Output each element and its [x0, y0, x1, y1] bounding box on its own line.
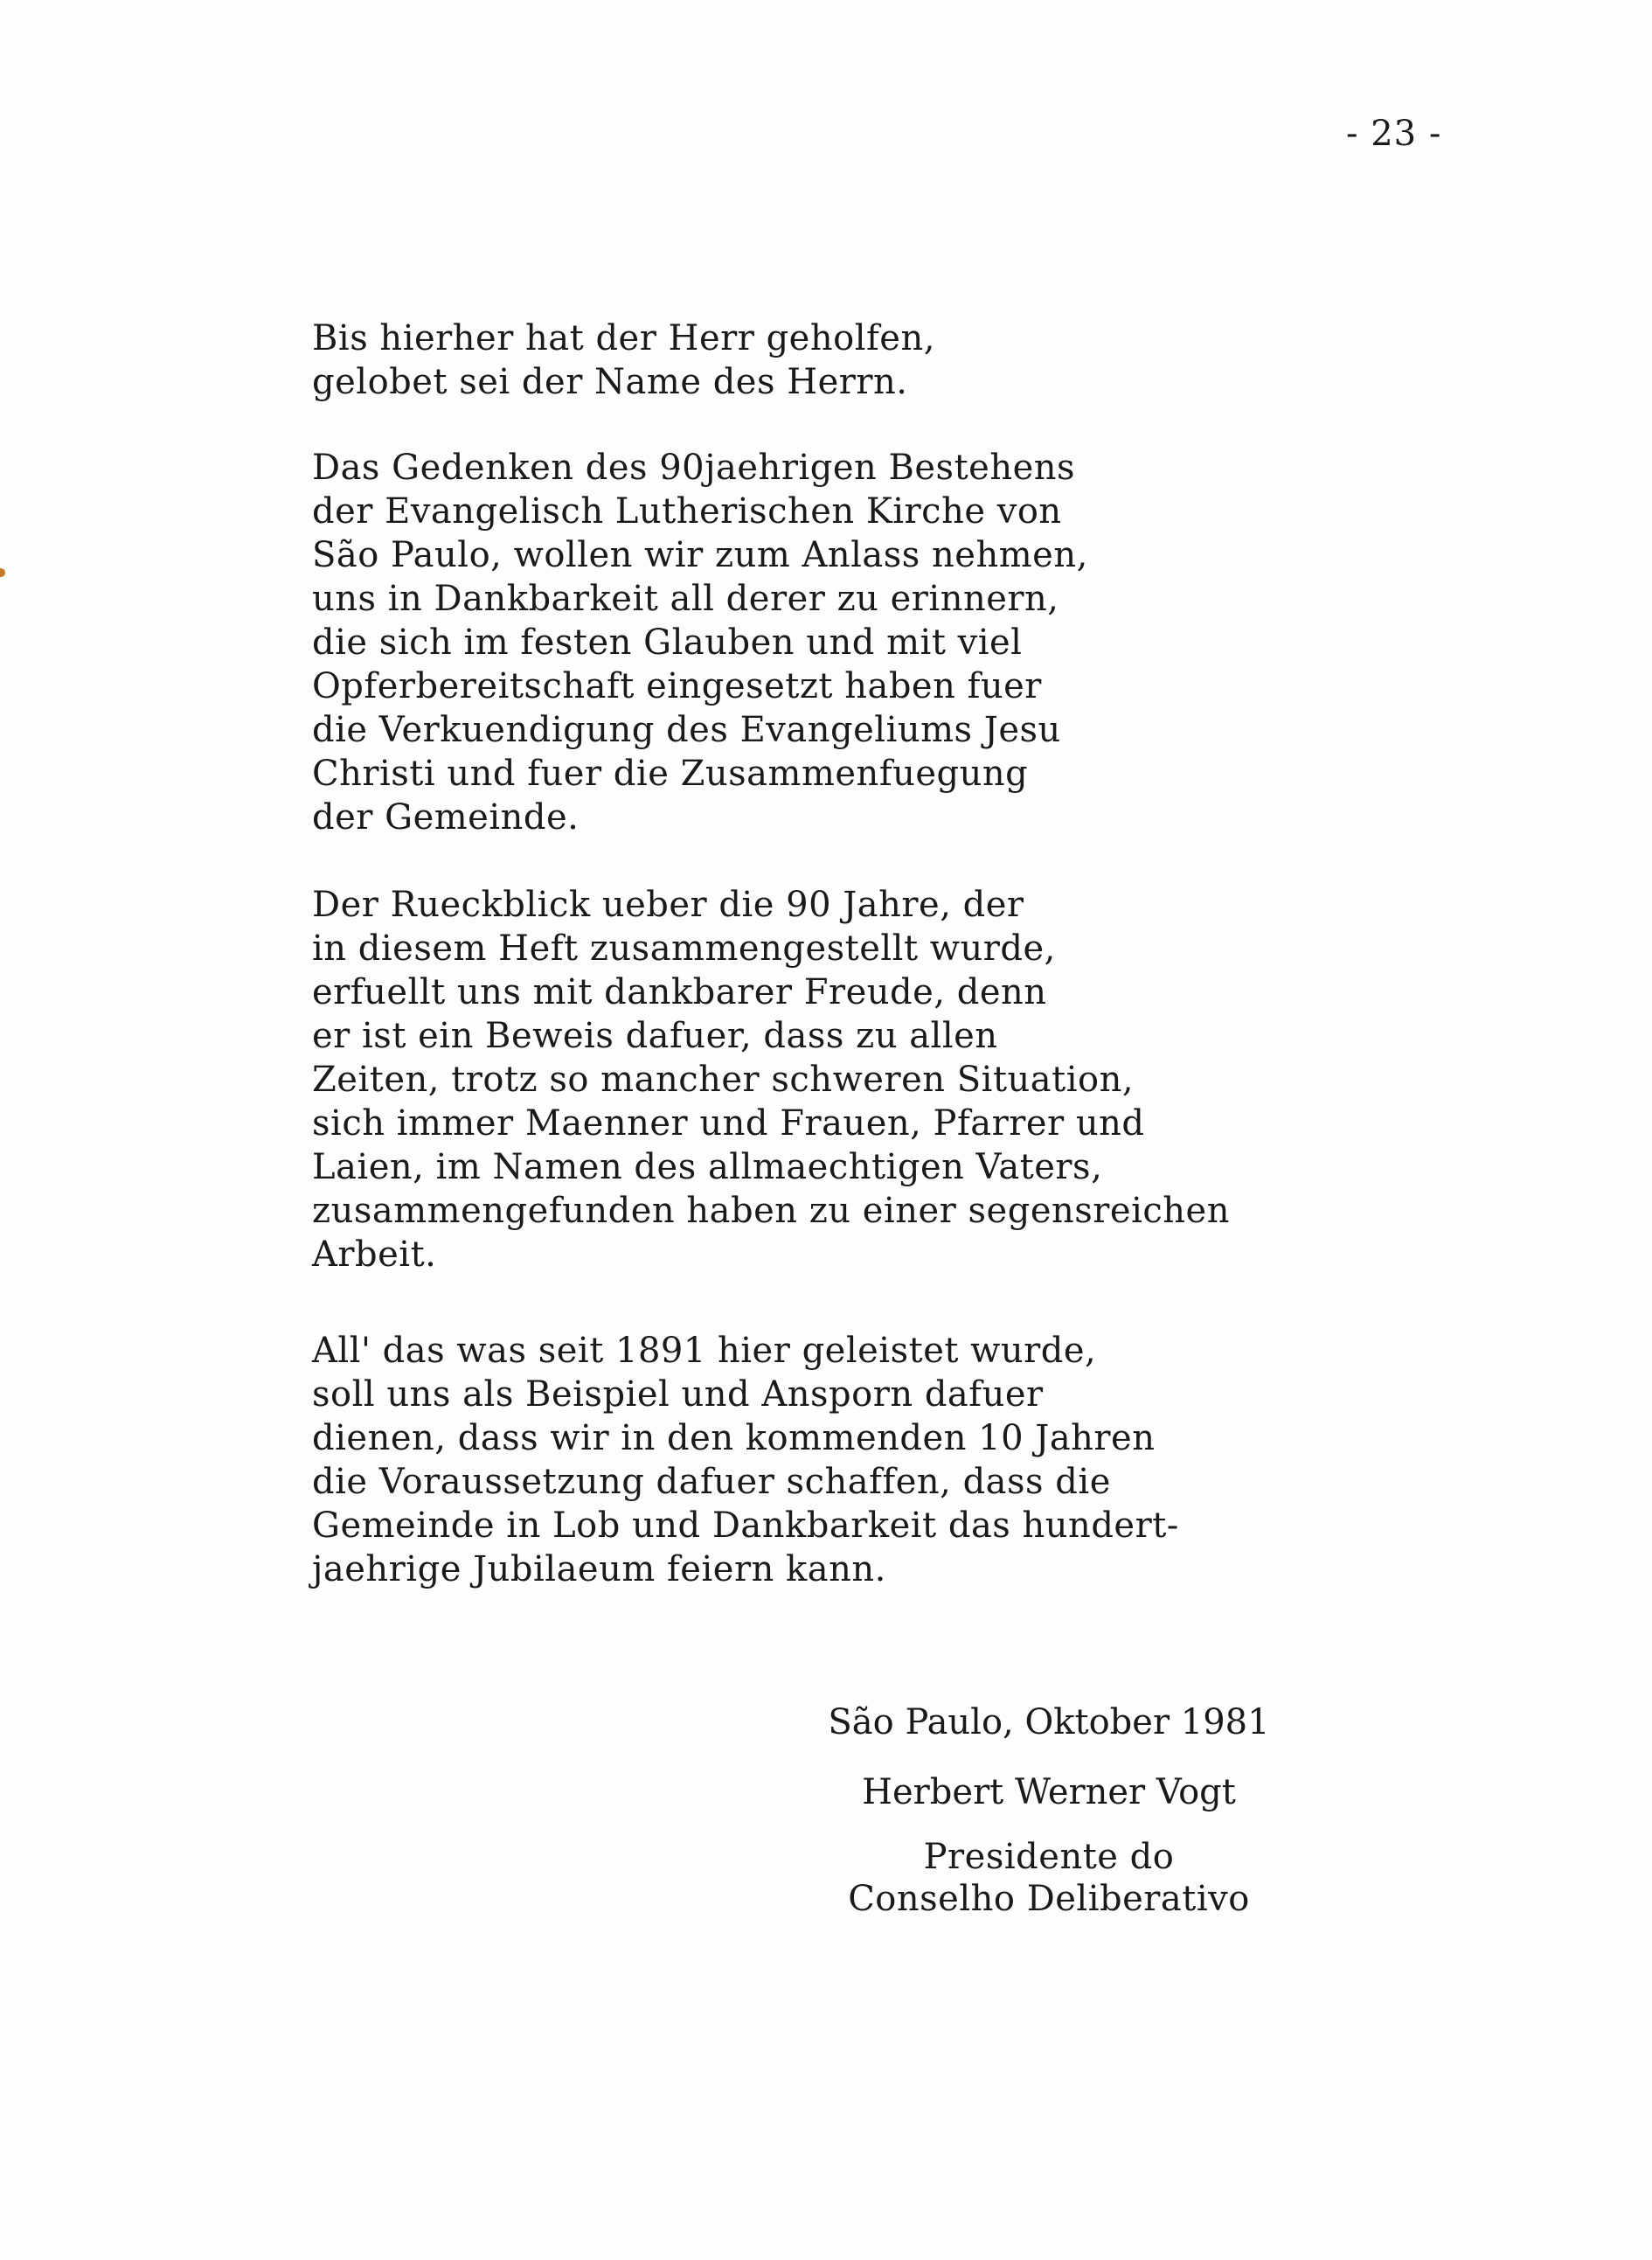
text-line: Bis hierher hat der Herr geholfen,: [312, 318, 935, 358]
paragraph-2: [312, 446, 1088, 839]
text-line: Opferbereitschaft eingesetzt haben fuer: [312, 666, 1042, 706]
text-line: soll uns als Beispiel und Ansporn dafuer: [312, 1374, 1044, 1415]
text-line: erfuellt uns mit dankbarer Freude, denn: [312, 972, 1047, 1012]
text-line: Christi und fuer die Zusammenfuegung: [312, 754, 1029, 794]
paragraph-4: [312, 1329, 1179, 1591]
text-line: gelobet sei der Name des Herrn.: [312, 362, 908, 402]
text-line: der Evangelisch Lutherischen Kirche von: [312, 491, 1062, 532]
paragraph-1: [312, 316, 935, 404]
text-line: Zeiten, trotz so mancher schweren Situation,: [312, 1060, 1135, 1100]
text-line: Arbeit.: [312, 1234, 437, 1275]
text-line: er ist ein Beweis dafuer, dass zu allen: [312, 1016, 998, 1056]
text-line: uns in Dankbarkeit all derer zu erinnern,: [312, 579, 1059, 619]
signer-title-line: Presidente do: [923, 1837, 1175, 1877]
text-line: All' das was seit 1891 hier geleistet wurde,: [312, 1331, 1097, 1371]
text-line: Gemeinde in Lob und Dankbarkeit das hundert-: [312, 1506, 1179, 1546]
paper-edge-mark: [0, 568, 5, 577]
text-line: sich immer Maenner und Frauen, Pfarrer und: [312, 1103, 1145, 1144]
text-line: in diesem Heft zusammengestellt wurde,: [312, 928, 1056, 969]
text-line: Das Gedenken des 90jaehrigen Bestehens: [312, 448, 1076, 488]
text-line: die Verkuendigung des Evangeliums Jesu: [312, 710, 1061, 750]
text-line: zusammengefunden haben zu einer segensreichen: [312, 1191, 1230, 1231]
paragraph-3: [312, 883, 1230, 1276]
text-line: São Paulo, wollen wir zum Anlass nehmen,: [312, 535, 1088, 575]
signer-title: [769, 1836, 1329, 1920]
signer-name: Herbert Werner Vogt: [862, 1772, 1236, 1812]
text-line: die sich im festen Glauben und mit viel: [312, 622, 1023, 663]
text-line: die Voraussetzung dafuer schaffen, dass die: [312, 1462, 1111, 1502]
place-date: São Paulo, Oktober 1981: [828, 1702, 1270, 1742]
signer-title-line: Conselho Deliberativo: [848, 1879, 1250, 1919]
text-line: Der Rueckblick ueber die 90 Jahre, der: [312, 885, 1024, 925]
text-line: der Gemeinde.: [312, 797, 580, 838]
page-number: - 23 -: [1346, 114, 1442, 154]
text-line: jaehrige Jubilaeum feiern kann.: [312, 1549, 886, 1589]
text-line: dienen, dass wir in den kommenden 10 Jahren: [312, 1418, 1156, 1458]
text-line: Laien, im Namen des allmaechtigen Vaters,: [312, 1147, 1103, 1187]
